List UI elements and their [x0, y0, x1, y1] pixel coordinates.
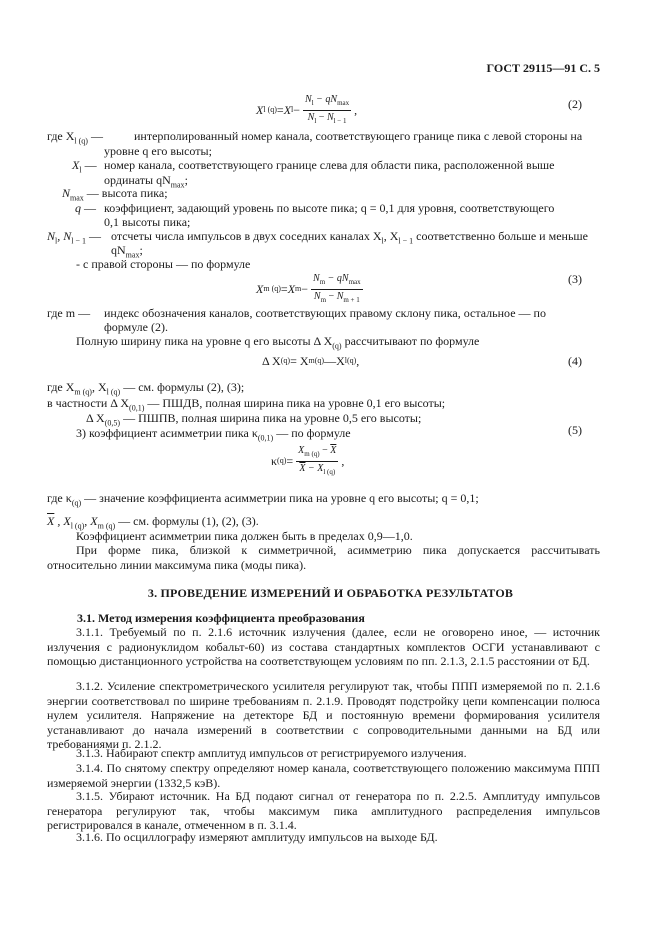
particular-pshdv: в частности Δ $X_{(0,1)}$ — ПШДВ, полная ширина пика на уровне 0,1 его высоты;	[47, 396, 446, 413]
formula-2-number: (2)	[568, 97, 582, 111]
where-4: где $X_{m (q)}$, $X_{l (q)}$ — см. формулы (2), (3);	[47, 380, 245, 397]
asymmetry-limit: Коэффициент асимметрии пика должен быть в пределах 0,9—1,0.	[76, 529, 413, 543]
def-q-text: коэффициент, задающий уровень по высоте пика; q = 0,1 для уровня, соответствующего	[104, 201, 555, 215]
formula-3-fraction: $\frac{N_m - qN_{max}}{N_m - N_{m + 1}}$	[313, 273, 361, 304]
subsection-3-1-title: 3.1. Метод измерения коэффициента преобразования	[77, 611, 365, 625]
full-width-intro: Полную ширину пика на уровне q его высоты Δ $X_{(q)}$ рассчитывают по формуле	[76, 334, 480, 351]
formula-3: X m (q) = X m − $\frac{N_m - qN_{max}}{N_m - N_{m + 1}}$	[256, 273, 361, 304]
def-nl-text: отсчеты числа импульсов в двух соседних каналах $X_l$, $X_{l - 1}$ соответственно больше и меньше	[111, 229, 588, 246]
paragraph-3-1-1: 3.1.1. Требуемый по п. 2.1.6 источник излучения (далее, если не оговорено иное, — источник излучения с радионуклидом кобальт-60) из состава стандартных комплектов ОСГИ устанавливают с помощью дистанционного устройства на соответствующем условиям по пп. 2.1.3, 2.1.5 расстоянии от БД.	[47, 625, 600, 668]
section-3-title: 3. ПРОВЕДЕНИЕ ИЗМЕРЕНИЙ И ОБРАБОТКА РЕЗУЛЬТАТОВ	[147, 586, 514, 600]
def-m-label: где m —	[47, 306, 91, 320]
def-xlq-text: интерполированный номер канала, соответствующего границе пика с левой стороны на	[134, 129, 583, 143]
def-xlq-label: где $X_{l (q)}$ —	[47, 129, 103, 146]
def-m-text2: формуле (2).	[104, 320, 168, 334]
def-nl-label: $N_l$, $N_{l - 1}$ —	[47, 229, 101, 246]
where-5b: $\overline{X}$ , $X_{l (q)}$, $X_{m (q)}$ — см. формулы (1), (2), (3).	[47, 514, 259, 531]
paragraph-3-1-5: 3.1.5. Убирают источник. На БД подают сигнал от генератора по п. 2.2.5. Амплитуду импульсов генератора регулируют так, чтобы максимум пика амплитудного распределения импульсов регистрировался в канале, отмеченном в п. 3.1.4.	[47, 789, 600, 832]
formula-3-number: (3)	[568, 272, 582, 286]
def-nl-text2: $qN_{max}$;	[111, 243, 143, 260]
asymmetry-symmetric-note: При форме пика, близкой к симметричной, асимметрию пика допускается рассчитывать относительно линии максимума пика (моды пика).	[47, 543, 600, 572]
asymmetry-intro: 3) коэффициент асимметрии пика $\kappa_{(0,1)}$ — по формуле	[76, 426, 351, 443]
def-q-label: q —	[75, 201, 96, 215]
formula-2-fraction: $\frac{N_l - qN_{max}}{N_l - N_{l - 1}}$	[305, 94, 350, 125]
formula-4-number: (4)	[568, 354, 582, 368]
right-side-intro: - с правой стороны — по формуле	[76, 257, 251, 271]
where-5: где $\kappa_{(q)}$ — значение коэффициента асимметрии пика на уровне q его высоты; q = 0,1;	[47, 491, 479, 508]
formula-5-fraction: $\frac{X_{m (q)} - \overline{X}}{\overline{X} - X_{l (q)}}$	[298, 445, 337, 476]
formula-5-number: (5)	[568, 423, 582, 437]
def-xlq-text2: уровне q его высоты;	[104, 144, 212, 158]
formula-5: κ (q) = $\frac{X_{m (q)} - \overline{X}}{\overline{X} - X_{l (q)}}$ ,	[271, 445, 345, 476]
paragraph-3-1-3: 3.1.3. Набирают спектр амплитуд импульсов от регистрируемого излучения.	[76, 746, 467, 760]
def-m-text: индекс обозначения каналов, соответствующих правому склону пика, остальное — по	[104, 306, 546, 320]
formula-4: Δ X (q) = X m(q) —X l(q) ,	[262, 354, 360, 368]
def-q-text2: 0,1 высоты пика;	[104, 215, 191, 229]
page-header: ГОСТ 29115—91 С. 5	[486, 61, 600, 75]
def-xl-text: номер канала, соответствующего границе слева для области пика, расположенной выше	[104, 158, 555, 172]
def-nmax: $N_{max}$ — высота пика;	[62, 186, 168, 203]
particular-pshpv: Δ $X_{(0,5)}$ — ПШПВ, полная ширина пика на уровне 0,5 его высоты;	[86, 411, 422, 428]
paragraph-3-1-2: 3.1.2. Усиление спектрометрического усилителя регулируют так, чтобы ППП измеряемой по п. 2.1.6 энергии соответствовал по ширине требованиям п. 2.1.9. Проводят подстройку цепи компенсации полюса нулем усилителя. Напряжение на детекторе БД и постоянную времени формирования усилителя устанавливают до начала измерений в соответствии с сопроводительными данными на БД или требованиями п. 2.1.2.	[47, 679, 600, 751]
def-xl-label: $X_l$ —	[72, 158, 97, 175]
paragraph-3-1-4: 3.1.4. По снятому спектру определяют номер канала, соответствующего положению максимума ППП измеряемой энергии (1332,5 кэВ).	[47, 761, 600, 790]
paragraph-3-1-6: 3.1.6. По осциллографу измеряют амплитуду импульсов на выходе БД.	[76, 830, 438, 844]
def-xl-text2: ординаты $qN_{max}$;	[104, 173, 188, 190]
formula-2: X l (q) = X l − $\frac{N_l - qN_{max}}{N_l - N_{l - 1}}$ ,	[256, 94, 358, 125]
